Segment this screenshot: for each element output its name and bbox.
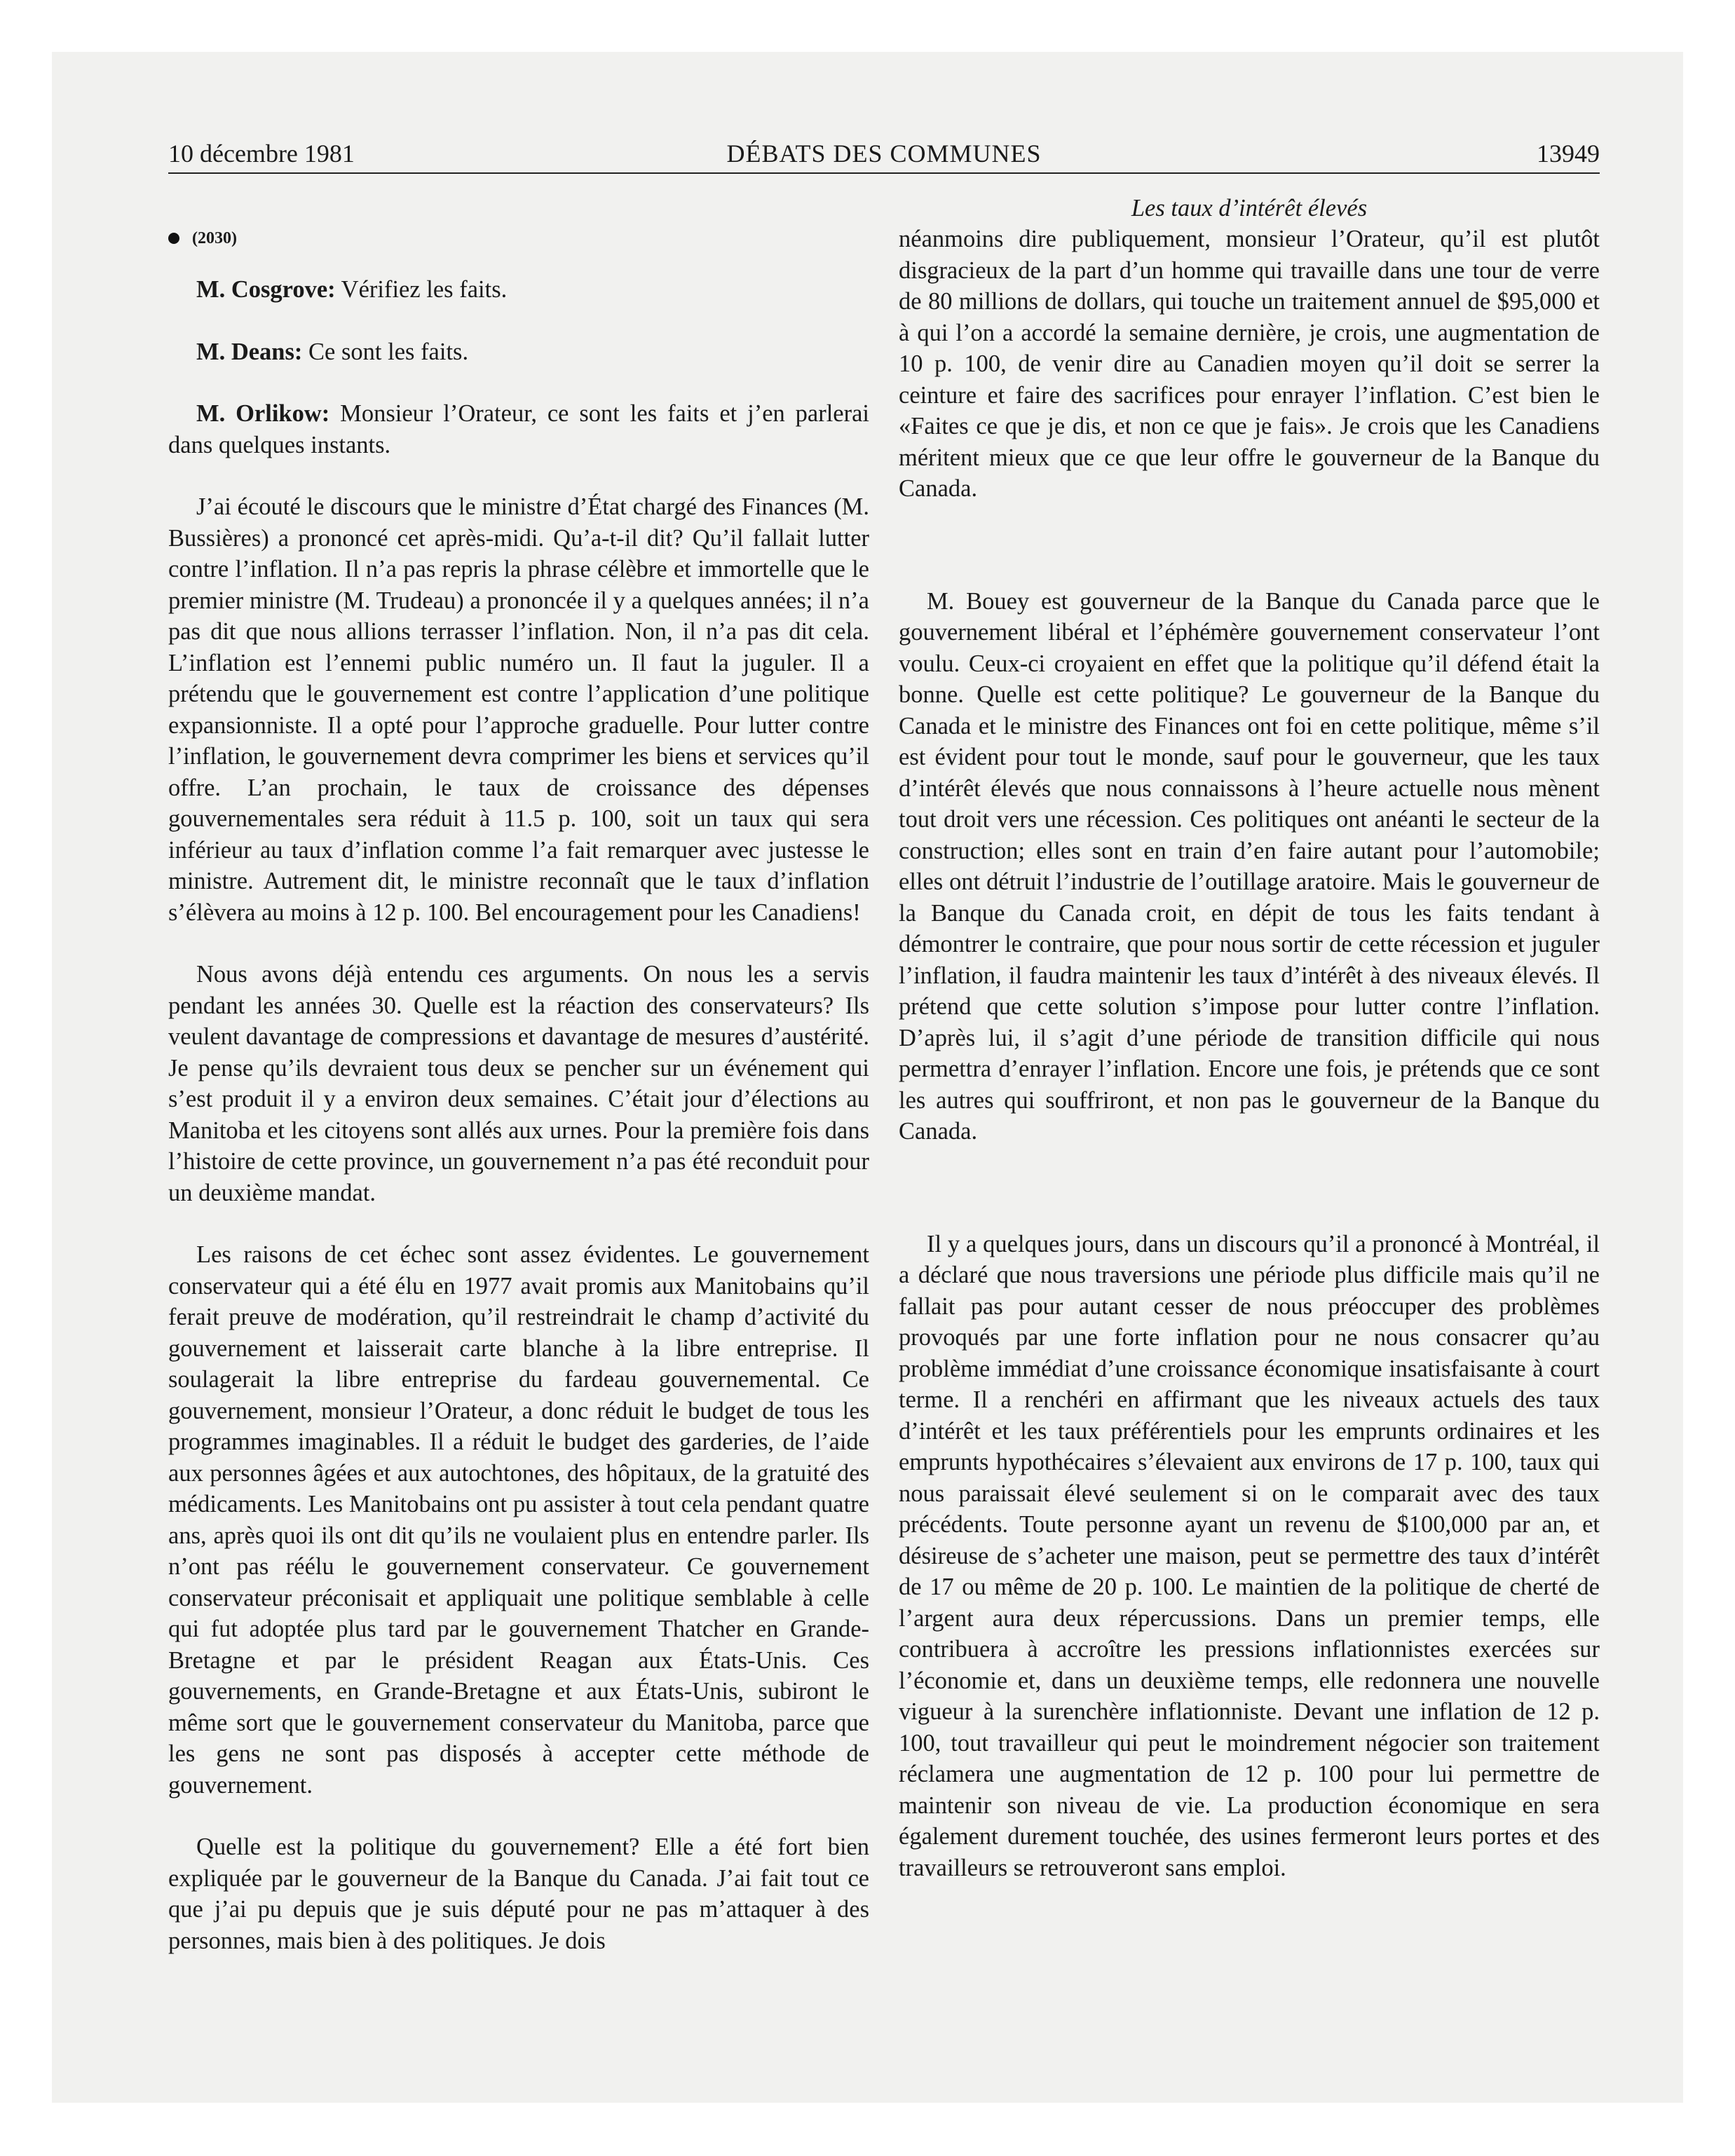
paragraph-continued: néanmoins dire publiquement, monsieur l’Orateur, qu’il est plutôt disgracieux de la part d’un homme qui travaille dans une tour de verre de 80 millions de dollars, qui touche un traitement annuel de $95,000 et à qui l’on a accordé la semaine dernière, je crois, une augmentation de 10 p. 100, de venir dire au Canadien moyen qu’il doit se serrer la ceinture et faire des sacrifices pour enrayer l’inflation. C’est bien le «Faites ce que je dis, et non ce que je fais». Je crois que les Canadiens méritent mieux que ce que leur offre le gouverneur de la Banque du Canada. [899,226,1600,502]
speaker-name: M. Orlikow: [196,400,330,427]
paragraph: Quelle est la politique du gouvernement? Elle a été fort bien expliquée par le gouverneur de la Banque du Canada. J’ai fait tout ce que j’ai pu depuis que je suis député pour ne pas m’attaquer à des personnes, mais bien à des politiques. Je dois [168,1834,869,1954]
exchange-orlikow [168,398,869,460]
paragraph: Les raisons de cet échec sont assez évidentes. Le gouvernement conservateur qui a été élu en 1977 avait promis aux Manitobains qu’il ferait preuve de modération, qu’il restreindrait le champ d’activité du gouvernement et laisserait carte blanche à la libre entreprise. Il soulagerait la libre entreprise du fardeau gouvernemental. Ce gouvernement, monsieur l’Orateur, a donc réduit le budget de tous les programmes imaginables. Il a réduit le budget des garderies, de l’aide aux personnes âgées et aux autochtones, des hôpitaux, de la gratuité des médicaments. Les Manitobains ont pu assister à tout cela pendant quatre ans, après quoi ils ont dit qu’ils ne voulaient plus en entendre parler. Ils n’ont pas réélu le gouvernement conservateur. Ce gouvernement conservateur préconisait et appliquait une politique semblable à celle qui fut adoptée plus tard par le gouvernement Thatcher en Grande-Bretagne et par le président Reagan aux États-Unis. Ces gouvernements, en Grande-Bretagne et aux États-Unis, subiront le même sort que le gouvernement conservateur du Manitoba, parce que les gens ne sont pas disposés à accepter cette méthode de gouvernement. [168,1241,869,1799]
paragraph: J’ai écouté le discours que le ministre d’État chargé des Finances (M. Bussières) a prononcé cet après-midi. Qu’a-t-il dit? Qu’il fallait lutter contre l’inflation. Il n’a pas repris la phrase célèbre et immortelle que le premier ministre (M. Trudeau) a prononcée il y a quelques années; il n’a pas dit que nous allions terrasser l’inflation. Non, il n’a pas dit cela. L’inflation est l’ennemi public numéro un. Il faut la juguler. Il a prétendu que le gouvernement est contre l’application d’une politique expansionniste. Il a opté pour l’approche graduelle. Pour lutter contre l’inflation, le gouvernement devra comprimer les biens et services qu’il offre. L’an prochain, le taux de croissance des dépenses gouvernementales sera réduit à 11.5 p. 100, soit un taux qui sera inférieur au taux d’inflation comme l’a fait remarquer avec justesse le ministre. Autrement dit, le ministre reconnaît que le taux d’inflation s’élèvera au moins à 12 p. 100. Bel encouragement pour les Canadiens! [168,493,869,926]
paragraph: M. Bouey est gouverneur de la Banque du Canada parce que le gouvernement libéral et l’éphémère gouvernement conservateur l’ont voulu. Ceux-ci croyaient en effet que la politique qu’il défend était la bonne. Quelle est cette politique? Le gouverneur de la Banque du Canada et le ministre des Finances ont foi en cette politique, même s’il est évident pour tout le monde, sauf pour le gouverneur, que les taux d’intérêt élevés que nous connaissons à l’heure actuelle nous mènent tout droit vers une récession. Ces politiques ont anéanti le secteur de la construction; elles sont en train d’en faire autant pour l’automobile; elles ont détruit l’industrie de l’outillage aratoire. Mais le gouverneur de la Banque du Canada croit, en dépit de tous les faits tendant à démontrer le contraire, que pour nous sortir de cette récession et juguler l’inflation, il faudra maintenir les taux d’intérêt à des niveaux élevés. Il prétend que cette solution s’impose pour lutter contre l’inflation. D’après lui, il s’agit d’une période de transition difficile qui nous permettra d’enrayer l’inflation. Encore une fois, je prétends que ce sont les autres qui souffriront, et non pas le gouverneur de la Banque du Canada. [899,587,1600,1145]
section-gap [899,535,1600,586]
speaker-name: M. Cosgrove: [196,276,336,303]
speaker-name: M. Deans: [196,338,303,365]
page-header [168,137,1600,174]
paragraph: Nous avons déjà entendu ces arguments. On nous les a servis pendant les années 30. Quelle est la réaction des conservateurs? Ils veulent davantage de compressions et davantage de mesures d’austérité. Je pense qu’ils devraient tous deux se pencher sur un événement qui s’est produit il y a environ deux semaines. C’était jour d’élections au Manitoba et les citoyens sont allés aux urnes. Pour la première fois dans l’histoire de cette province, un gouvernement n’a pas été reconduit pour un deuxième mandat. [168,961,869,1206]
running-head: Les taux d’intérêt élevés [1131,195,1368,221]
right-column [899,193,1600,1883]
page-number: 13949 [1537,139,1600,168]
bullet-dot-icon [168,233,179,244]
speech-text: Vérifiez les faits. [335,276,508,303]
section-gap [899,1178,1600,1229]
paragraph: Il y a quelques jours, dans un discours qu’il a prononcé à Montréal, il a déclaré que nous traversions une période plus difficile mais qu’il ne fallait pas pour autant cesser de nous préoccuper des problèmes provoqués par une forte inflation pour ne nous consacrer qu’au problème immédiat d’une croissance économique insatisfaisante à court terme. Il a renchéri en affirmant que les niveaux actuels des taux d’intérêt et les taux préférentiels pour les emprunts ordinaires et les emprunts hypothécaires s’élevaient aux environs de 17 p. 100, taux qui nous paraissait élevé seulement si on le comparait avec des taux précédents. Toute personne ayant un revenu de $100,000 par an, et désireuse de s’acheter une maison, peut se permettre des taux d’intérêt de 17 ou même de 20 p. 100. Le maintien de la politique de cherté de l’argent aura deux répercussions. Dans un premier temps, elle contribuera à accroître les pressions inflationnistes exercées sur l’économie et, dans un deuxième temps, elle redonnera une nouvelle vigueur à la surenchère inflationniste. Devant une inflation de 12 p. 100, tout travailleur qui peut le moindrement négocier son traitement réclamera une augmentation de 12 p. 100 pour lui permettre de maintenir son niveau de vie. La production économique en sera également durement touchée, des usines fermeront leurs portes et des travailleurs se retrouveront sans emploi. [899,1230,1600,1881]
timestamp-marker [168,228,869,249]
speech-text: Ce sont les faits. [302,338,469,365]
header-date: 10 décembre 1981 [168,139,355,168]
publication-title: DÉBATS DES COMMUNES [726,139,1042,168]
timestamp-text: (2030) [192,229,237,247]
left-column [168,193,869,1956]
exchange-deans [168,336,869,368]
exchange-cosgrove [168,274,869,306]
speech-text: Monsieur l’Orateur, ce sont les faits et j’en parlerai dans quelques instants. [168,400,869,458]
